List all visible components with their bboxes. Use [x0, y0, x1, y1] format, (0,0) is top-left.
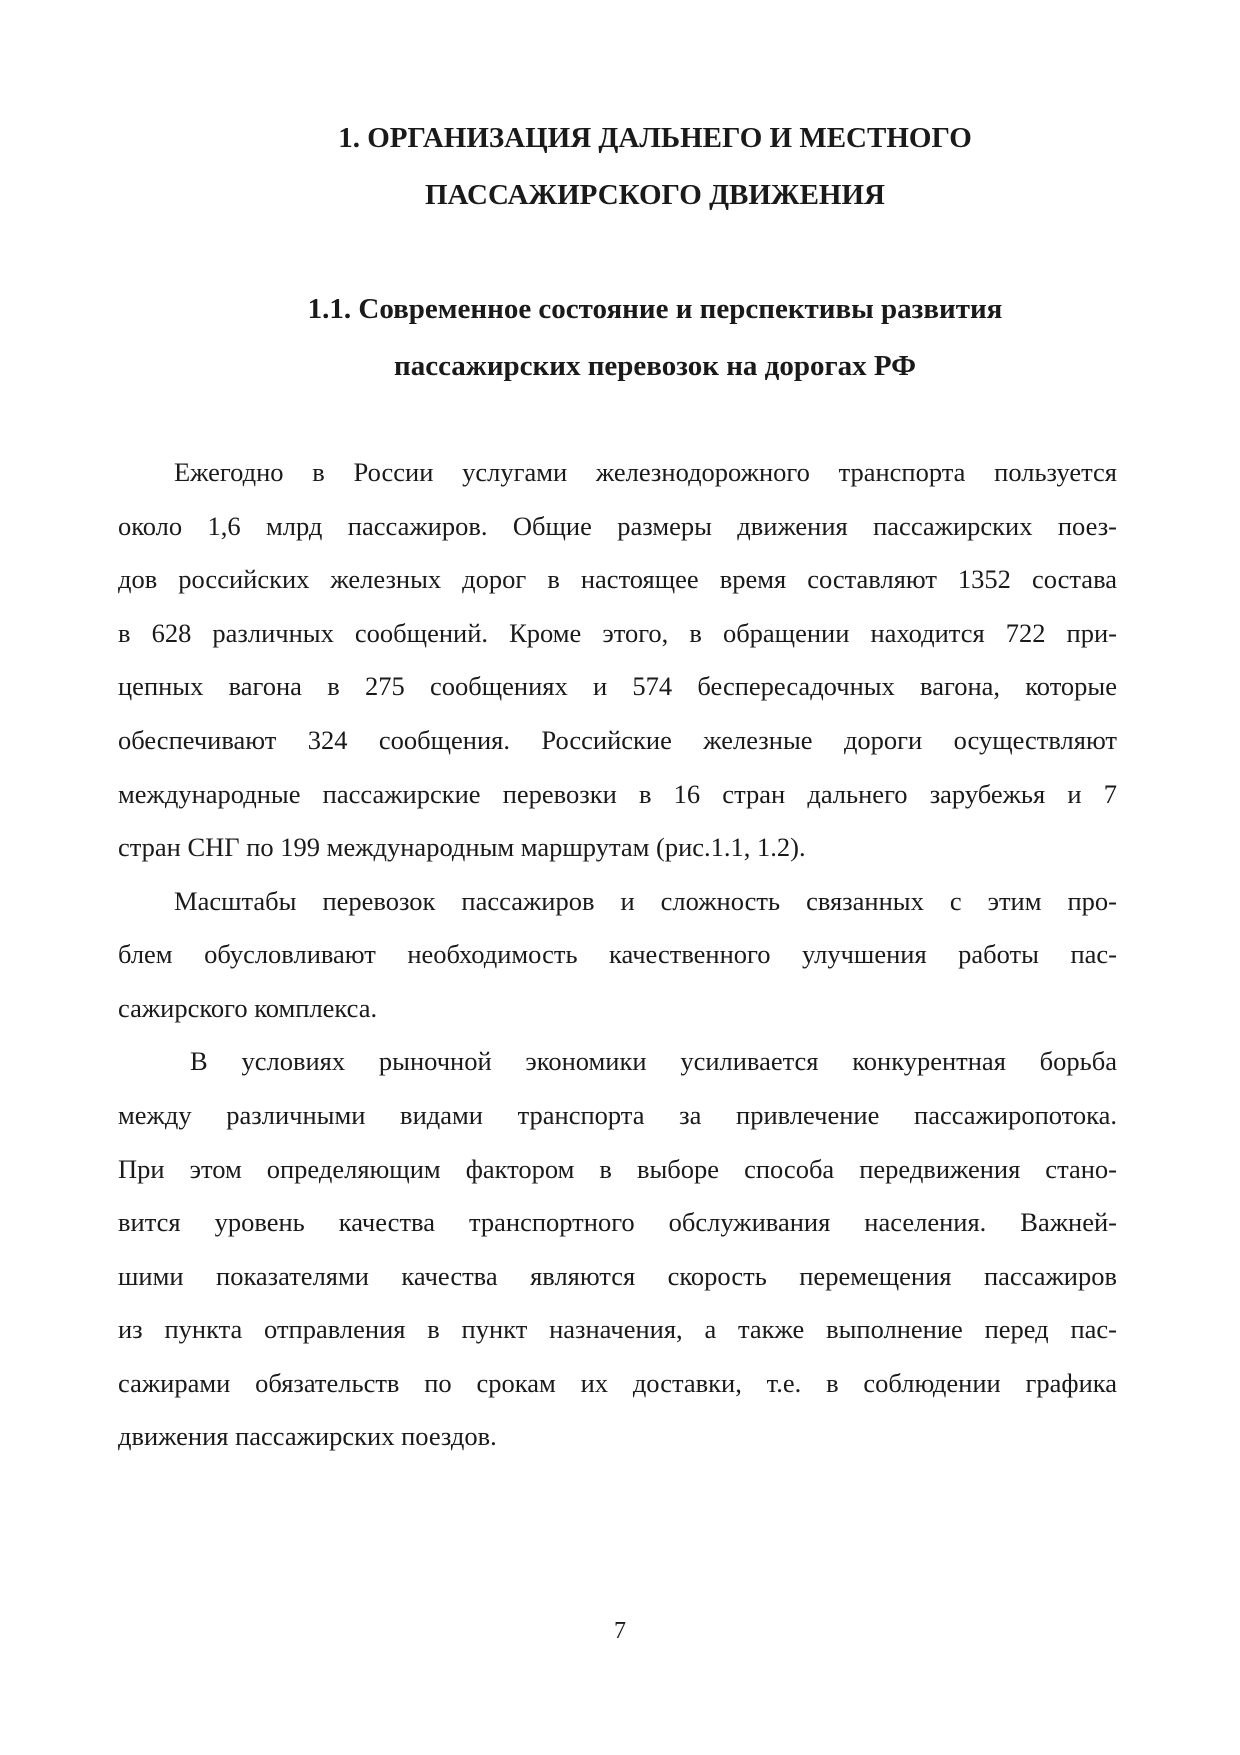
text-line: из пункта отправления в пункт назначения, а также выполнение перед пас- — [118, 1314, 1117, 1344]
chapter-heading-line: 1. ОРГАНИЗАЦИЯ ДАЛЬНЕГО И МЕСТНОГО — [338, 122, 972, 154]
text-line: международные пассажирские перевозки в 16 стран дальнего зарубежья и 7 — [118, 779, 1117, 809]
text-line: дов российских железных дорог в настоящее время составляют 1352 состава — [118, 564, 1117, 594]
text-line: стран СНГ по 199 международным маршрутам (рис.1.1, 1.2). — [118, 832, 806, 862]
text-line: движения пассажирских поездов. — [118, 1421, 497, 1451]
text-line: сажирского комплекса. — [118, 993, 378, 1023]
section-heading-line: пассажирских перевозок на дорогах РФ — [394, 350, 916, 382]
text-line: сажирами обязательств по срокам их доставки, т.е. в соблюдении графика — [118, 1368, 1117, 1398]
text-line: шими показателями качества являются скорость перемещения пассажиров — [118, 1261, 1117, 1291]
text-line: около 1,6 млрд пассажиров. Общие размеры движения пассажирских поез- — [118, 511, 1117, 541]
text-line: между различными видами транспорта за привлечение пассажиропотока. — [118, 1100, 1117, 1130]
text-line: блем обусловливают необходимость качественного улучшения работы пас- — [118, 939, 1117, 969]
section-heading-line: 1.1. Современное состояние и перспективы развития — [307, 293, 1003, 325]
text-line: При этом определяющим фактором в выборе способа передвижения стано- — [118, 1154, 1117, 1184]
page-number: 7 — [614, 1618, 626, 1644]
text-line: вится уровень качества транспортного обслуживания населения. Важней- — [118, 1207, 1117, 1237]
text-line: цепных вагона в 275 сообщениях и 574 беспересадочных вагона, которые — [118, 671, 1117, 701]
text-line: обеспечивают 324 сообщения. Российские железные дороги осуществляют — [118, 725, 1117, 755]
text-line: Масштабы перевозок пассажиров и сложность связанных с этим про- — [174, 886, 1117, 916]
text-line: Ежегодно в России услугами железнодорожного транспорта пользуется — [174, 457, 1117, 487]
chapter-heading-line: ПАССАЖИРСКОГО ДВИЖЕНИЯ — [424, 179, 885, 211]
text-line: в 628 различных сообщений. Кроме этого, в обращении находится 722 при- — [118, 618, 1117, 648]
text-line: В условиях рыночной экономики усиливается конкурентная борьба — [190, 1046, 1117, 1076]
